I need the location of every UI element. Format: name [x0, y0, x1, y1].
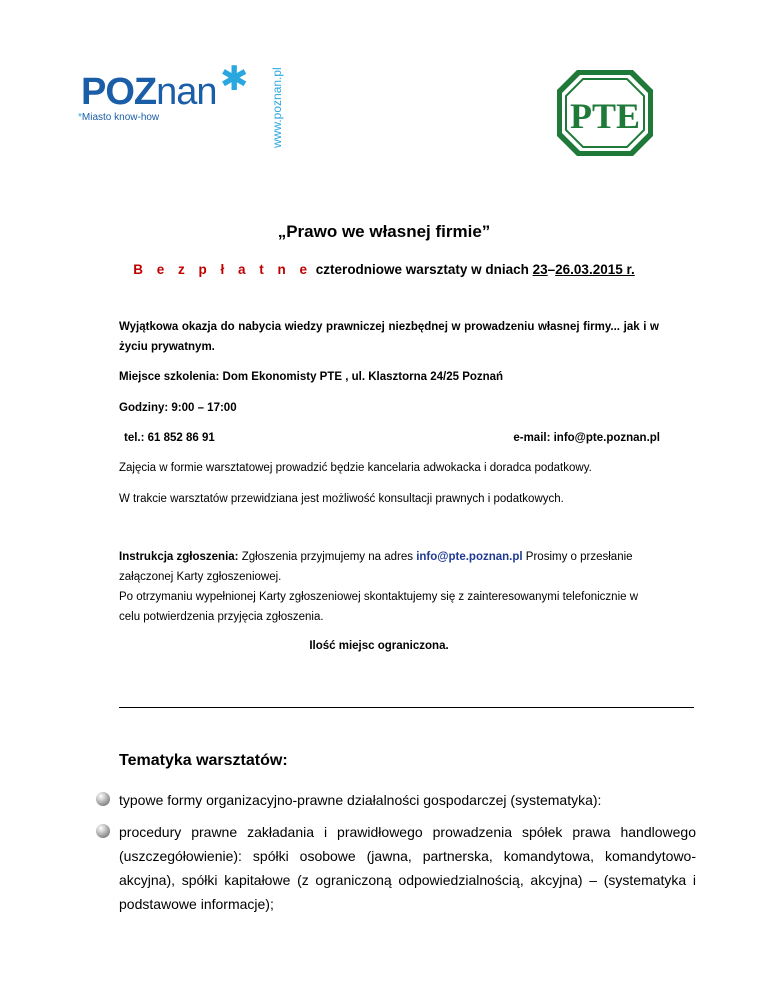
divider — [119, 707, 694, 708]
subtitle-free: B e z p ł a t n e — [133, 262, 313, 277]
subtitle-dash: – — [547, 262, 556, 277]
poznan-logo-upper: POZ — [81, 71, 157, 113]
instructions-text-2: Prosimy o przesłanie załączonej Karty zgłoszeniowej. — [119, 551, 633, 583]
format-text: Zajęcia w formie warsztatowej prowadzić będzie kancelaria adwokacka i doradca podatkowy. — [119, 462, 592, 474]
pte-logo — [555, 68, 655, 158]
consult-text: W trakcie warsztatów przewidziana jest możliwość konsultacji prawnych i podatkowych. — [119, 493, 564, 505]
hours-text: Godziny: 9:00 – 17:00 — [119, 402, 237, 414]
instructions-block — [119, 547, 639, 627]
small-asterisk-icon: * — [78, 112, 82, 123]
subtitle-date-start: 23 — [532, 262, 548, 277]
bullet-icon — [96, 824, 110, 838]
list-item — [96, 820, 696, 916]
list-item-text: typowe formy organizacyjno-prawne działalności gospodarczej (systematyka): — [119, 792, 602, 808]
subtitle-middle: czterodniowe warsztaty w dniach — [312, 262, 533, 277]
subtitle — [0, 262, 768, 277]
instructions-text-3: Po otrzymaniu wypełnionej Karty zgłoszeniowej skontaktujemy się z zainteresowanymi telefonicznie w celu potwierdzenia przyjęcia zgłoszenia. — [119, 591, 639, 623]
phone-text: tel.: 61 852 86 91 — [124, 432, 215, 444]
list-item-text: procedury prawne zakładania i prawidłowego prowadzenia spółek prawa handlowego (uszczegółowienie): spółki osobowe (jawna, partnerska, komandytowa, komandytowo-akcyjna), spółki kapitałowe (z ograniczoną odpowiedzialnością, akcyjna) – (systematyka i podstawowe informacje); — [119, 824, 696, 912]
email-text: e-mail: info@pte.poznan.pl — [513, 432, 660, 444]
subtitle-date-end: 26.03.2015 r. — [555, 262, 635, 277]
poznan-tagline: Miasto know-how — [81, 112, 160, 123]
poznan-logo — [78, 62, 288, 152]
pte-emblem-icon — [555, 68, 655, 158]
intro-text: Wyjątkowa okazja do nabycia wiedzy prawniczej niezbędnej w prowadzeniu własnej firmy... jak i w życiu prywatnym. — [119, 321, 659, 353]
svg-text:PTE: PTE — [569, 96, 641, 136]
instructions-label: Instrukcja zgłoszenia: — [119, 551, 239, 563]
asterisk-icon: ✱ — [220, 60, 249, 98]
poznan-logo-lower: nan — [156, 71, 217, 113]
page-title: „Prawo we własnej firmie” — [277, 222, 491, 241]
bullet-icon — [96, 792, 110, 806]
list-item — [96, 788, 696, 812]
instructions-text-1: Zgłoszenia przyjmujemy na adres — [238, 551, 417, 563]
location-text: Miejsce szkolenia: Dom Ekonomisty PTE , ul. Klasztorna 24/25 Poznań — [119, 371, 504, 383]
limited-seats: Ilość miejsc ograniczona. — [309, 640, 449, 652]
instructions-email-link[interactable]: info@pte.poznan.pl — [416, 551, 523, 563]
topics-title: Tematyka warsztatów: — [119, 752, 288, 769]
poznan-url: www.poznan.pl — [270, 67, 284, 148]
